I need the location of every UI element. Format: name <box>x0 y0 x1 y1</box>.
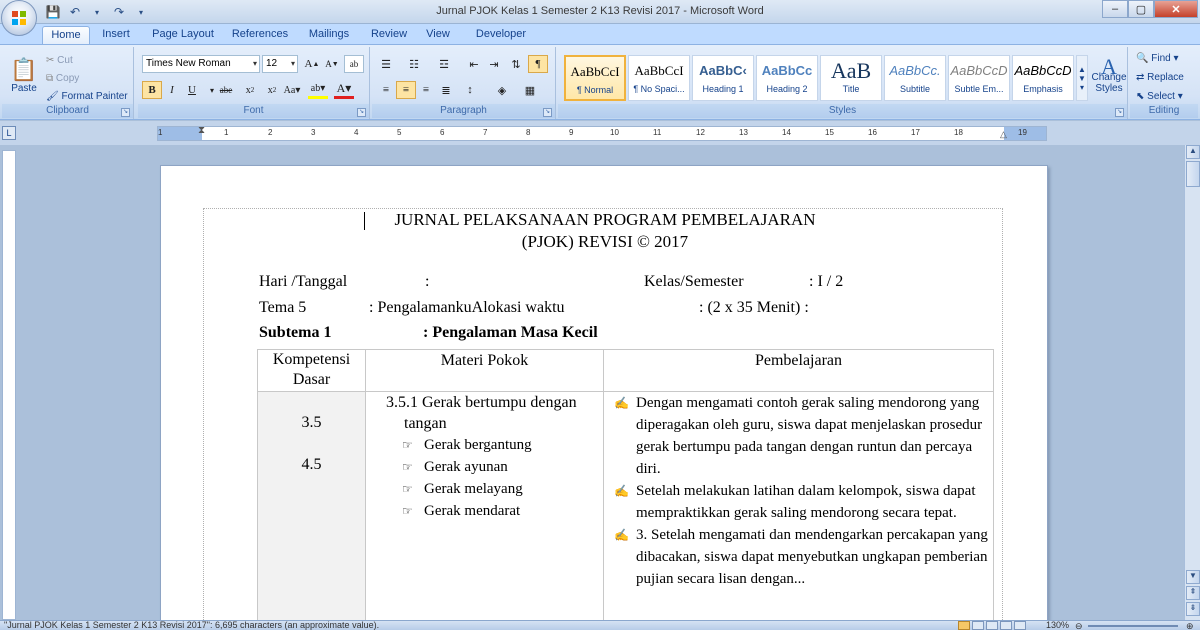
list-item <box>376 456 599 478</box>
customize-qat-icon[interactable]: ▾ <box>138 7 143 17</box>
pembelajaran-item: Setelah melakukan latihan dalam kelompok, siswa dapat mempraktikkan gerak saling mendorong secara tepat. <box>636 483 976 521</box>
doc-title-line-1: JURNAL PELAKSANAAN PROGRAM PEMBELAJARAN <box>394 210 816 229</box>
shrink-font-icon[interactable]: A ▼ <box>325 59 339 69</box>
font-color-button[interactable]: A▾ <box>334 81 354 99</box>
shading-icon[interactable]: ◈ <box>497 84 507 97</box>
underline-dropdown-icon[interactable]: ▾ <box>209 85 214 95</box>
ruler-number: 3 <box>311 128 316 137</box>
copy-label: Copy <box>55 72 80 84</box>
style-name: ¶ No Spaci... <box>633 84 685 94</box>
pembelajaran-item: 3. Setelah mengamati dan mendengarkan percakapan yang dibacakan, siswa dapat menyebutkan ungkapan pemberian pujian secara lisan dengan... <box>636 527 988 587</box>
pointing-hand-icon: ☞ <box>402 438 413 452</box>
bullets-icon[interactable]: ☰ <box>381 58 391 71</box>
subtema-label: Subtema 1 <box>259 324 332 341</box>
change-case-button[interactable]: Aa▾ <box>283 84 301 96</box>
replace-button[interactable] <box>1136 68 1184 86</box>
pointing-hand-icon: ☞ <box>402 460 413 474</box>
style-name: ¶ Normal <box>576 85 614 95</box>
kelas-label: Kelas/Semester <box>644 273 744 290</box>
change-styles-icon: A <box>1101 53 1117 79</box>
ruler-number: 6 <box>440 128 445 137</box>
style-preview: AaBbCcI <box>570 64 620 79</box>
tab-page-layout[interactable]: Page Layout <box>152 28 214 40</box>
list-item <box>376 500 599 522</box>
save-icon[interactable]: 💾 <box>45 5 61 19</box>
tab-developer[interactable]: Developer <box>475 28 527 40</box>
zoom-slider[interactable] <box>1088 625 1178 627</box>
ruler-number: 11 <box>653 128 662 137</box>
maximize-button[interactable]: ▢ <box>1128 0 1154 18</box>
ruler-number: 10 <box>610 128 619 137</box>
writing-hand-icon: ✍ <box>614 484 629 498</box>
font-group-label: Font <box>138 104 369 118</box>
writing-hand-icon: ✍ <box>614 528 629 542</box>
writing-hand-icon: ✍ <box>614 396 629 410</box>
font-launcher-icon[interactable]: ↘ <box>358 109 365 115</box>
style-name: Heading 1 <box>702 84 744 94</box>
font-size-combo[interactable] <box>262 55 298 73</box>
style-preview: AaBbCc. <box>889 63 941 78</box>
find-label: Find <box>1151 52 1171 64</box>
ruler-number: 5 <box>397 128 402 137</box>
header-materi: Materi Pokok <box>366 350 604 392</box>
highlight-button[interactable]: ab▾ <box>308 81 328 99</box>
style-preview: AaBbCcD <box>950 63 1008 78</box>
cut-label: Cut <box>57 54 73 66</box>
cut-button[interactable] <box>46 51 73 69</box>
status-bar <box>0 620 1200 630</box>
change-styles-button[interactable] <box>1090 49 1128 105</box>
kd-value: 4.5 <box>301 456 322 473</box>
style-name: Heading 2 <box>766 84 808 94</box>
alokasi-value: : (2 x 35 Menit) : <box>699 299 809 316</box>
view-buttons <box>958 621 1038 630</box>
style-preview: AaBbC‹ <box>699 63 747 78</box>
vertical-ruler[interactable] <box>2 150 16 620</box>
paste-icon: 📋 <box>10 56 38 82</box>
style-name: Title <box>842 84 860 94</box>
dropdown-arrow-icon: ▾ <box>290 59 295 68</box>
zoom-in-icon[interactable]: ⊕ <box>1186 621 1194 630</box>
paste-button[interactable] <box>6 49 42 101</box>
tab-selector-icon[interactable]: L <box>2 126 16 140</box>
previous-page-icon[interactable]: ⇞ <box>1186 586 1200 600</box>
ruler-number: 16 <box>868 128 877 137</box>
ruler-number: 1 <box>158 128 163 137</box>
font-name-value: Times New Roman <box>146 58 231 69</box>
change-styles-label: Change Styles <box>1091 71 1127 94</box>
sort-icon[interactable]: ⇅ <box>511 58 521 71</box>
zoom-level[interactable]: 130% <box>1046 620 1070 630</box>
scroll-up-icon: ▲ <box>1078 64 1086 74</box>
zoom-out-icon[interactable]: ⊖ <box>1075 621 1083 630</box>
decrease-indent-icon[interactable]: ⇤ <box>469 58 479 71</box>
header-kompetensi: Kompetensi Dasar <box>258 350 366 392</box>
borders-icon[interactable]: ▦ <box>524 84 536 97</box>
dropdown-arrow-icon: ▾ <box>252 59 257 68</box>
copy-icon: ⧉ <box>46 72 54 84</box>
doc-title-line-2: (PJOK) REVISI © 2017 <box>521 232 689 251</box>
style-subtitle[interactable] <box>884 55 946 101</box>
justify-icon[interactable]: ≣ <box>441 84 451 97</box>
paragraph-group-label: Paragraph <box>372 104 555 118</box>
table-row <box>258 392 994 621</box>
styles-launcher-icon[interactable]: ↘ <box>1116 109 1123 115</box>
hari-label: Hari /Tanggal <box>259 273 348 290</box>
bold-button[interactable]: B <box>142 81 162 99</box>
clear-formatting-icon[interactable]: ab <box>344 55 364 73</box>
pointing-hand-icon: ☞ <box>402 482 413 496</box>
print-layout-view-icon[interactable] <box>958 621 970 630</box>
replace-icon: ⇄ <box>1136 71 1145 83</box>
strikethrough-button[interactable]: abe <box>219 85 233 95</box>
outline-view-icon[interactable] <box>1000 621 1012 630</box>
subscript-button[interactable]: x 2 <box>245 84 255 96</box>
header-pembelajaran: Pembelajaran <box>604 350 994 392</box>
format-painter-label: Format Painter <box>61 90 128 102</box>
numbering-icon[interactable]: ☷ <box>409 58 419 71</box>
ruler-number: 1 <box>224 128 229 137</box>
paragraph-group <box>372 47 556 119</box>
style-name: Subtitle <box>899 84 931 94</box>
list-item <box>614 480 989 524</box>
ruler-number: 14 <box>782 128 791 137</box>
office-logo-icon <box>11 10 27 26</box>
materi-item: Gerak mendarat <box>424 503 521 519</box>
multilevel-list-icon[interactable]: ☲ <box>439 58 449 71</box>
ruler-number: 18 <box>954 128 963 137</box>
ruler-number: 9 <box>569 128 574 137</box>
style-heading-1[interactable] <box>692 55 754 101</box>
ruler-number: 8 <box>526 128 531 137</box>
kd-value: 3.5 <box>301 414 322 431</box>
clipboard-group <box>2 47 134 119</box>
italic-button[interactable]: I <box>170 84 174 96</box>
materi-main: 3.5.1 Gerak bertumpu dengan tangan <box>386 394 577 432</box>
align-right-icon[interactable]: ≡ <box>422 84 430 96</box>
close-button[interactable]: ✕ <box>1154 0 1198 18</box>
scissors-icon: ✂ <box>46 54 55 66</box>
scroll-thumb[interactable] <box>1186 161 1200 187</box>
materi-item: Gerak bergantung <box>424 437 532 453</box>
show-formatting-icon[interactable]: ¶ <box>528 55 548 73</box>
font-name-combo[interactable] <box>142 55 260 73</box>
pointing-hand-icon: ☞ <box>402 504 413 518</box>
paragraph-launcher-icon[interactable]: ↘ <box>544 109 551 115</box>
scroll-down-icon: ▼ <box>1078 73 1086 83</box>
subtema-value: : Pengalaman Masa Kecil <box>423 324 598 341</box>
materi-item: Gerak ayunan <box>424 459 508 475</box>
ruler-number: 4 <box>354 128 359 137</box>
pembelajaran-cell[interactable] <box>604 392 994 621</box>
materi-item: Gerak melayang <box>424 481 523 497</box>
title-bar <box>0 0 1200 24</box>
increase-indent-icon[interactable]: ⇥ <box>489 58 499 71</box>
font-group <box>138 47 370 119</box>
hari-colon: : <box>425 273 430 290</box>
tab-view[interactable]: View <box>426 28 450 40</box>
style-heading-2[interactable] <box>756 55 818 101</box>
cursor-icon: ⬉ <box>1136 90 1145 102</box>
document-page[interactable] <box>160 165 1048 620</box>
ruler-left-margin <box>158 127 202 140</box>
vertical-scrollbar[interactable] <box>1184 145 1200 620</box>
style-emphasis[interactable] <box>1012 55 1074 101</box>
undo-icon[interactable]: ↶ <box>69 5 81 19</box>
more-styles-icon: ▾ <box>1079 82 1084 92</box>
tema-value: : PengalamankuAlokasi waktu <box>369 299 565 316</box>
paintbrush-icon: 🖌 <box>46 90 59 102</box>
minimize-button[interactable]: – <box>1102 0 1128 18</box>
style-preview: AaBbCc <box>761 63 813 78</box>
style-name: Emphasis <box>1023 84 1063 94</box>
ruler-number: 2 <box>268 128 273 137</box>
ribbon-tabs <box>0 24 1200 44</box>
style-preview: AaBbCcI <box>634 63 684 78</box>
kd-cell[interactable] <box>258 392 366 621</box>
tema-label: Tema 5 <box>259 299 307 316</box>
select-button[interactable]: ⬉ Select ▾ <box>1136 90 1183 102</box>
style-preview: AaBbCcD <box>1014 63 1072 78</box>
list-item <box>376 478 599 500</box>
align-center-icon[interactable]: ≡ <box>396 81 416 99</box>
clipboard-launcher-icon[interactable]: ↘ <box>122 109 129 115</box>
tab-review[interactable]: Review <box>370 28 408 40</box>
ruler-number: 17 <box>911 128 920 137</box>
journal-table[interactable] <box>257 349 994 620</box>
styles-group <box>558 47 1128 119</box>
pembelajaran-item: Dengan mengamati contoh gerak saling mendorong yang diperagakan oleh guru, siswa dapat menjelaskan prosedur gerak bertumpu pada tangan dengan runtun dan percaya diri. <box>636 395 983 477</box>
document-area[interactable] <box>18 145 1184 620</box>
ruler-number: 19 <box>1018 128 1027 137</box>
window-controls <box>1102 0 1198 18</box>
find-button[interactable]: 🔍 Find ▾ <box>1136 52 1179 64</box>
undo-dropdown-icon[interactable]: ▾ <box>94 7 99 17</box>
style-normal[interactable] <box>564 55 626 101</box>
styles-scroll[interactable] <box>1076 55 1088 101</box>
tab-mailings[interactable]: Mailings <box>308 28 350 40</box>
style-title[interactable] <box>820 55 882 101</box>
styles-group-label: Styles <box>558 104 1127 118</box>
list-item <box>376 434 599 456</box>
replace-label: Replace <box>1147 71 1184 83</box>
binoculars-icon: 🔍 <box>1136 52 1149 64</box>
scroll-up-icon[interactable]: ▲ <box>1186 145 1200 159</box>
ruler-number: 15 <box>825 128 834 137</box>
text-cursor <box>364 212 365 230</box>
copy-button[interactable] <box>46 69 79 87</box>
next-page-icon[interactable]: ⇟ <box>1186 602 1200 616</box>
underline-button[interactable]: U <box>188 84 196 96</box>
ribbon <box>0 44 1200 120</box>
table-header-row <box>258 350 994 392</box>
ruler-number: 12 <box>696 128 705 137</box>
tab-home[interactable]: Home <box>42 26 90 44</box>
kelas-value: : I / 2 <box>809 273 844 290</box>
indent-marker-icon[interactable]: ⧗ <box>198 125 206 136</box>
scroll-down-icon[interactable]: ▼ <box>1186 570 1200 584</box>
style-name: Subtle Em... <box>954 84 1004 94</box>
editing-group <box>1130 47 1198 119</box>
list-item <box>614 524 989 590</box>
right-indent-marker-icon[interactable]: △ <box>1000 129 1007 139</box>
ruler-number: 13 <box>739 128 748 137</box>
redo-icon[interactable]: ↷ <box>113 5 125 19</box>
list-item <box>614 392 989 480</box>
style-subtle-emphasis[interactable] <box>948 55 1010 101</box>
window-title: Jurnal PJOK Kelas 1 Semester 2 K13 Revisi 2017 - Microsoft Word <box>436 5 764 17</box>
tab-references[interactable]: References <box>231 28 289 40</box>
font-size-value: 12 <box>266 58 278 69</box>
paste-label: Paste <box>11 82 37 94</box>
horizontal-ruler[interactable] <box>157 126 1047 141</box>
superscript-button[interactable]: x 2 <box>267 84 277 96</box>
select-label: Select <box>1147 90 1175 102</box>
style-no-spacing[interactable] <box>628 55 690 101</box>
clipboard-group-label: Clipboard <box>2 104 133 118</box>
draft-view-icon[interactable] <box>1014 621 1026 630</box>
ruler-number: 7 <box>483 128 488 137</box>
align-left-icon[interactable]: ≡ <box>382 84 390 96</box>
web-layout-view-icon[interactable] <box>986 621 998 630</box>
office-button[interactable] <box>1 0 37 36</box>
grow-font-icon[interactable]: A ▲ <box>304 58 320 70</box>
line-spacing-icon[interactable]: ↕ <box>467 84 473 96</box>
full-screen-view-icon[interactable] <box>972 621 984 630</box>
editing-group-label: Editing <box>1130 104 1198 118</box>
tab-insert[interactable]: Insert <box>102 28 130 40</box>
style-preview: AaB <box>830 58 872 83</box>
ruler-row <box>0 121 1200 145</box>
materi-cell[interactable] <box>366 392 604 621</box>
format-painter-button[interactable] <box>46 87 128 105</box>
status-text: "Jurnal PJOK Kelas 1 Semester 2 K13 Revisi 2017": 6,695 characters (an approximate value). <box>4 620 380 630</box>
